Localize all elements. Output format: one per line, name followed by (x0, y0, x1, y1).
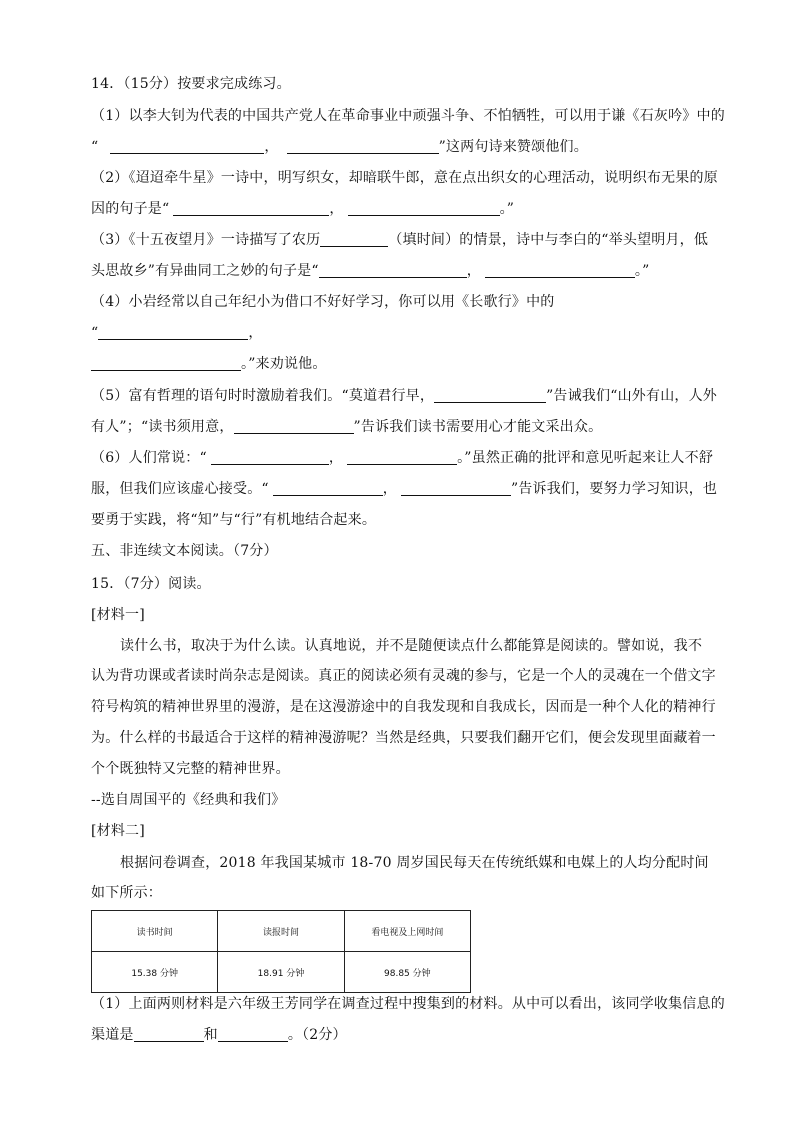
q14-p3-line2 (91, 263, 649, 279)
p5-start: （5）富有哲理的语句时时激励着我们。“莫道君行早， (91, 388, 435, 404)
open-quote: “ (91, 325, 99, 341)
answer-blank[interactable] (401, 481, 511, 496)
answer-blank[interactable] (348, 201, 500, 216)
material2-line: 根据问卷调查，2018 年我国某城市 18-70 周岁国民每天在传统纸媒和电媒上的人均分配时间 (120, 855, 709, 871)
p2-start: 因的句子是“ (91, 201, 170, 217)
table-header-cell: 看电视及上网时间 (344, 911, 470, 952)
sub1-start: 渠道是 (91, 1027, 134, 1043)
q14-title: 14．（15分）按要求完成练习。 (91, 76, 291, 92)
answer-blank[interactable] (347, 450, 457, 465)
table-header-cell: 读报时间 (218, 911, 344, 952)
q14-p6-line1 (91, 450, 713, 466)
table-cell: 18.91 分钟 (218, 952, 344, 993)
material2-line: 如下所示： (91, 885, 162, 901)
material1-line: 为。什么样的书最适合于这样的精神漫游呢？当然是经典，只要我们翻开它们，便会发现里面藏着一 (91, 730, 716, 746)
period-close: 。” (634, 263, 650, 279)
answer-blank[interactable] (273, 481, 383, 496)
q15-title: 15．（7分）阅读。 (91, 576, 211, 592)
q14-p2-line2 (91, 201, 514, 217)
answer-blank[interactable] (110, 139, 264, 154)
answer-blank[interactable] (319, 263, 467, 278)
answer-blank[interactable] (98, 325, 248, 340)
material1-source: --选自周国平的《经典和我们》 (91, 792, 286, 808)
survey-table (91, 910, 471, 993)
answer-blank[interactable] (218, 1027, 288, 1042)
q15-sub1-line1: （1）上面两则材料是六年级王芳同学在调查过程中搜集到的材料。从中可以看出，该同学收集信息的 (91, 996, 725, 1012)
answer-blank[interactable] (485, 263, 635, 278)
q14-p4-line2 (91, 325, 263, 341)
p6-mid: 。”虽然正确的批评和意见听起来让人不舒 (457, 450, 714, 466)
p6-mid2: ”告诉我们，要努力学习知识，也 (510, 481, 718, 497)
comma: ， (329, 201, 344, 217)
p6-line2: 服，但我们应该虚心接受。“ (91, 481, 269, 497)
material1-line: 个个既独特又完整的精神世界。 (91, 761, 290, 777)
q14-p3-line1 (91, 232, 708, 248)
q15-sub1-line2 (91, 1027, 347, 1043)
p3-mid: （填时间）的情景，诗中与李白的“举头望明月，低 (388, 232, 709, 248)
q14-p6-line3: 要勇于实践，将“知”与“行”有机地结合起来。 (91, 512, 377, 528)
p5-end: ”告诉我们读书需要用心才能文采出众。 (353, 419, 603, 435)
q14-p2-line1: （2）《迢迢牵牛星》一诗中，明写织女，却暗联牛郎，意在点出织女的心理活动，说明织布无果的原 (91, 170, 718, 186)
answer-blank[interactable] (211, 450, 329, 465)
q14-p4-line3 (91, 356, 327, 372)
table-header-cell: 读书时间 (92, 911, 218, 952)
sub1-end: 。（2分） (287, 1027, 347, 1043)
q14-p6-line2 (91, 481, 717, 497)
answer-blank[interactable] (434, 388, 546, 403)
answer-blank[interactable] (134, 1027, 204, 1042)
table-cell: 15.38 分钟 (92, 952, 218, 993)
p6-start: （6）人们常说：“ (91, 450, 207, 466)
answer-blank[interactable] (173, 201, 329, 216)
answer-blank[interactable] (234, 419, 354, 434)
answer-blank[interactable] (320, 232, 388, 247)
p4-end: 。”来劝说他。 (241, 356, 327, 372)
q14-p1-line1: （1）以李大钊为代表的中国共产党人在革命事业中顽强斗争、不怕牺牲，可以用于谦《石灰吟》中的 (91, 108, 725, 124)
table-row (92, 952, 471, 993)
q14-p5-line1 (91, 388, 717, 404)
comma: ， (248, 325, 263, 341)
material1-line: 符号构筑的精神世界里的漫游，是在这漫游途中的自我发现和自我成长，因而是一种个人化的精神行 (91, 699, 716, 715)
material2-label: [材料二] (91, 823, 145, 839)
sub1-and: 和 (203, 1027, 218, 1043)
material1-line: 认为背功课或者读时尚杂志是阅读。真正的阅读必须有灵魂的参与，它是一个人的灵魂在一个借文字 (91, 668, 716, 684)
comma: ， (328, 450, 344, 466)
p3-start: （3）《十五夜望月》一诗描写了农历 (91, 232, 321, 248)
table-cell: 98.85 分钟 (344, 952, 470, 993)
comma: ， (264, 139, 279, 155)
p5-line2: 有人”；“读书须用意， (91, 419, 234, 435)
comma: ， (466, 263, 481, 279)
material1-line: 读什么书，取决于为什么读。认真地说，并不是随便读点什么都能算是阅读的。譬如说，我不 (120, 638, 703, 654)
answer-blank[interactable] (287, 139, 439, 154)
section5-heading: 五、非连续文本阅读。（7分） (91, 543, 278, 559)
open-quote: “ (91, 139, 99, 155)
p5-mid: ”告诫我们“山外有山，人外 (546, 388, 717, 404)
q14-p1-line2 (91, 139, 588, 155)
comma: ， (382, 481, 397, 497)
period-close: 。” (499, 201, 515, 217)
table-header-row (92, 911, 471, 952)
p1-end: ”这两句诗来赞颂他们。 (438, 139, 588, 155)
answer-blank[interactable] (91, 356, 241, 371)
material1-label: [材料一] (91, 607, 145, 623)
q14-p5-line2 (91, 419, 602, 435)
q14-p4-line1: （4）小岩经常以自己年纪小为借口不好好学习，你可以用《长歌行》中的 (91, 294, 555, 310)
p3-line2: 头思故乡”有异曲同工之妙的句子是“ (91, 263, 319, 279)
